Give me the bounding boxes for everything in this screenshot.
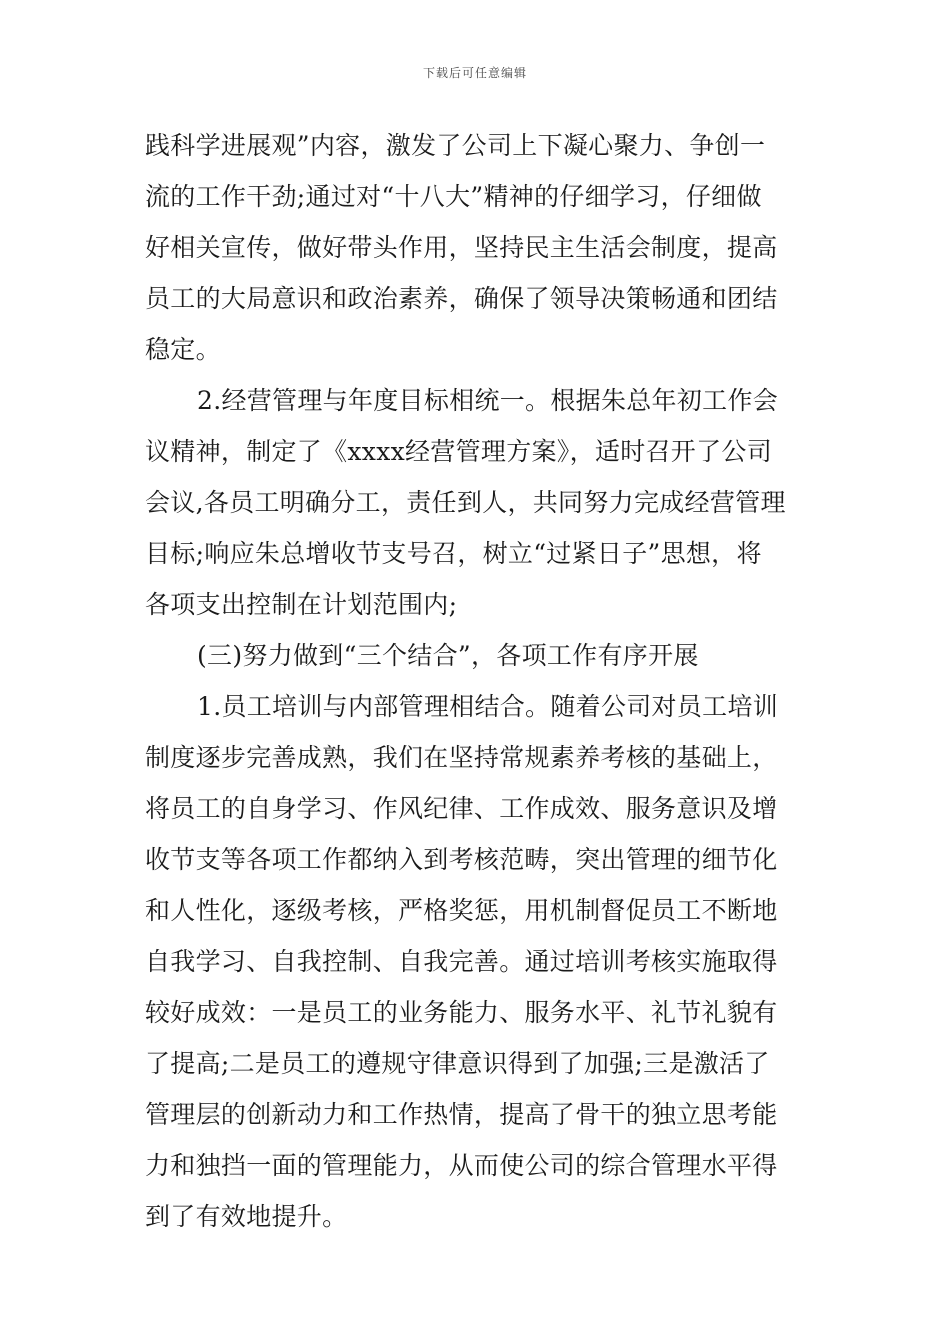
text-line: (三)努力做到“三个结合”，各项工作有序开展 [197,641,699,670]
text-line: 议精神，制定了《xxxx经营管理方案》，适时召开了公司 [145,437,772,466]
text-line: 好相关宣传，做好带头作用，坚持民主生活会制度，提高 [145,233,778,262]
text-line: 了提高;二是员工的遵规守律意识得到了加强;三是激活了 [145,1049,770,1078]
text-line: 流的工作干劲;通过对“十八大”精神的仔细学习，仔细做 [145,182,762,211]
header-note: 下载后可任意编辑 [422,66,527,80]
text-line: 各项支出控制在计划范围内; [145,590,458,619]
text-line: 会议,各员工明确分工，责任到人，共同努力完成经营管理 [145,488,786,517]
text-line: 较好成效：一是员工的业务能力、服务水平、礼节礼貌有 [145,998,778,1027]
text-line: 自我学习、自我控制、自我完善。通过培训考核实施取得 [145,947,778,976]
document-body [145,120,810,1242]
text-line: 到了有效地提升。 [145,1202,348,1231]
text-line: 践科学进展观”内容，激发了公司上下凝心聚力、争创一 [145,131,766,160]
text-line: 制度逐步完善成熟，我们在坚持常规素养考核的基础上， [145,743,778,772]
text-line: 稳定。 [145,335,221,364]
text-line: 管理层的创新动力和工作热情，提高了骨干的独立思考能 [145,1100,778,1129]
text-line: 将员工的自身学习、作风纪律、工作成效、服务意识及增 [145,794,778,823]
text-line: 目标;响应朱总增收节支号召，树立“过紧日子”思想，将 [145,539,762,568]
text-line: 力和独挡一面的管理能力，从而使公司的综合管理水平得 [145,1151,778,1180]
text-line: 1.员工培训与内部管理相结合。随着公司对员工培训 [197,692,779,721]
text-line: 2.经营管理与年度目标相统一。根据朱总年初工作会 [197,386,779,415]
text-line: 收节支等各项工作都纳入到考核范畴，突出管理的细节化 [145,845,778,874]
text-line: 员工的大局意识和政治素养，确保了领导决策畅通和团结 [145,284,778,313]
text-line: 和人性化，逐级考核，严格奖惩，用机制督促员工不断地 [145,896,778,925]
